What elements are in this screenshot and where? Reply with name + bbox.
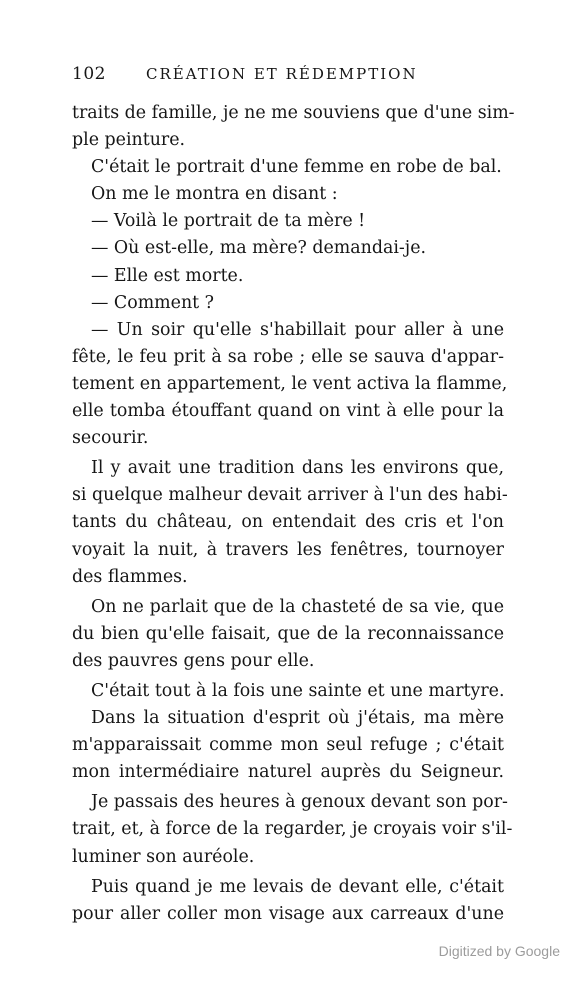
text-line: voyait la nuit, à travers les fenêtres, tournoyer (72, 539, 504, 560)
running-head (72, 64, 504, 86)
text-line: des flammes. (72, 566, 188, 587)
text-line: Dans la situation d'esprit où j'étais, ma mère (91, 708, 504, 729)
text-line: mon intermédiaire naturel auprès du Seigneur. (72, 762, 504, 783)
text-line: On me le montra en disant : (91, 184, 338, 205)
text-line: m'apparaissait comme mon seul refuge ; c'était (72, 735, 504, 756)
text-line: tants du château, on entendait des cris et l'on (72, 512, 504, 533)
text-line: traits de famille, je ne me souviens que d'une sim- (72, 103, 515, 123)
running-title: CRÉATION ET RÉDEMPTION (146, 65, 418, 83)
text-line: Je passais des heures à genoux devant son por- (91, 792, 508, 813)
text-line: tement en appartement, le vent activa la flamme, (72, 373, 508, 394)
text-line: — Où est-elle, ma mère? demandai-je. (91, 238, 427, 259)
text-line: ple peinture. (72, 130, 186, 151)
text-line: Il y avait une tradition dans les environs que, (91, 458, 504, 479)
text-line: luminer son auréole. (72, 846, 255, 867)
text-line: C'était le portrait d'une femme en robe de bal. (91, 157, 502, 178)
text-line: trait, et, à force de la regarder, je croyais voir s'il- (72, 819, 513, 840)
body-text (72, 100, 515, 928)
text-line: — Elle est morte. (91, 265, 244, 286)
page-number: 102 (72, 64, 106, 84)
text-line: C'était tout à la fois une sainte et une martyre. (91, 680, 505, 701)
text-line: Puis quand je me levais de devant elle, c'était (91, 876, 504, 897)
text-line: pour aller coller mon visage aux carreaux d'une (72, 903, 504, 924)
text-line: si quelque malheur devait arriver à l'un des habi- (72, 485, 508, 506)
digitized-watermark: Digitized by Google (438, 943, 560, 959)
text-line: — Comment ? (91, 292, 215, 313)
text-line: fête, le feu prit à sa robe ; elle se sauva d'appar- (72, 346, 504, 367)
text-line: du bien qu'elle faisait, que de la reconnaissance (72, 623, 504, 644)
text-line: — Un soir qu'elle s'habillait pour aller à une (91, 319, 504, 340)
text-line: secourir. (72, 428, 149, 449)
text-line: des pauvres gens pour elle. (72, 650, 315, 671)
text-line: On ne parlait que de la chasteté de sa vie, que (91, 596, 504, 617)
text-line: elle tomba étouffant quand on vint à elle pour la (72, 401, 504, 422)
text-line: — Voilà le portrait de ta mère ! (91, 211, 366, 232)
